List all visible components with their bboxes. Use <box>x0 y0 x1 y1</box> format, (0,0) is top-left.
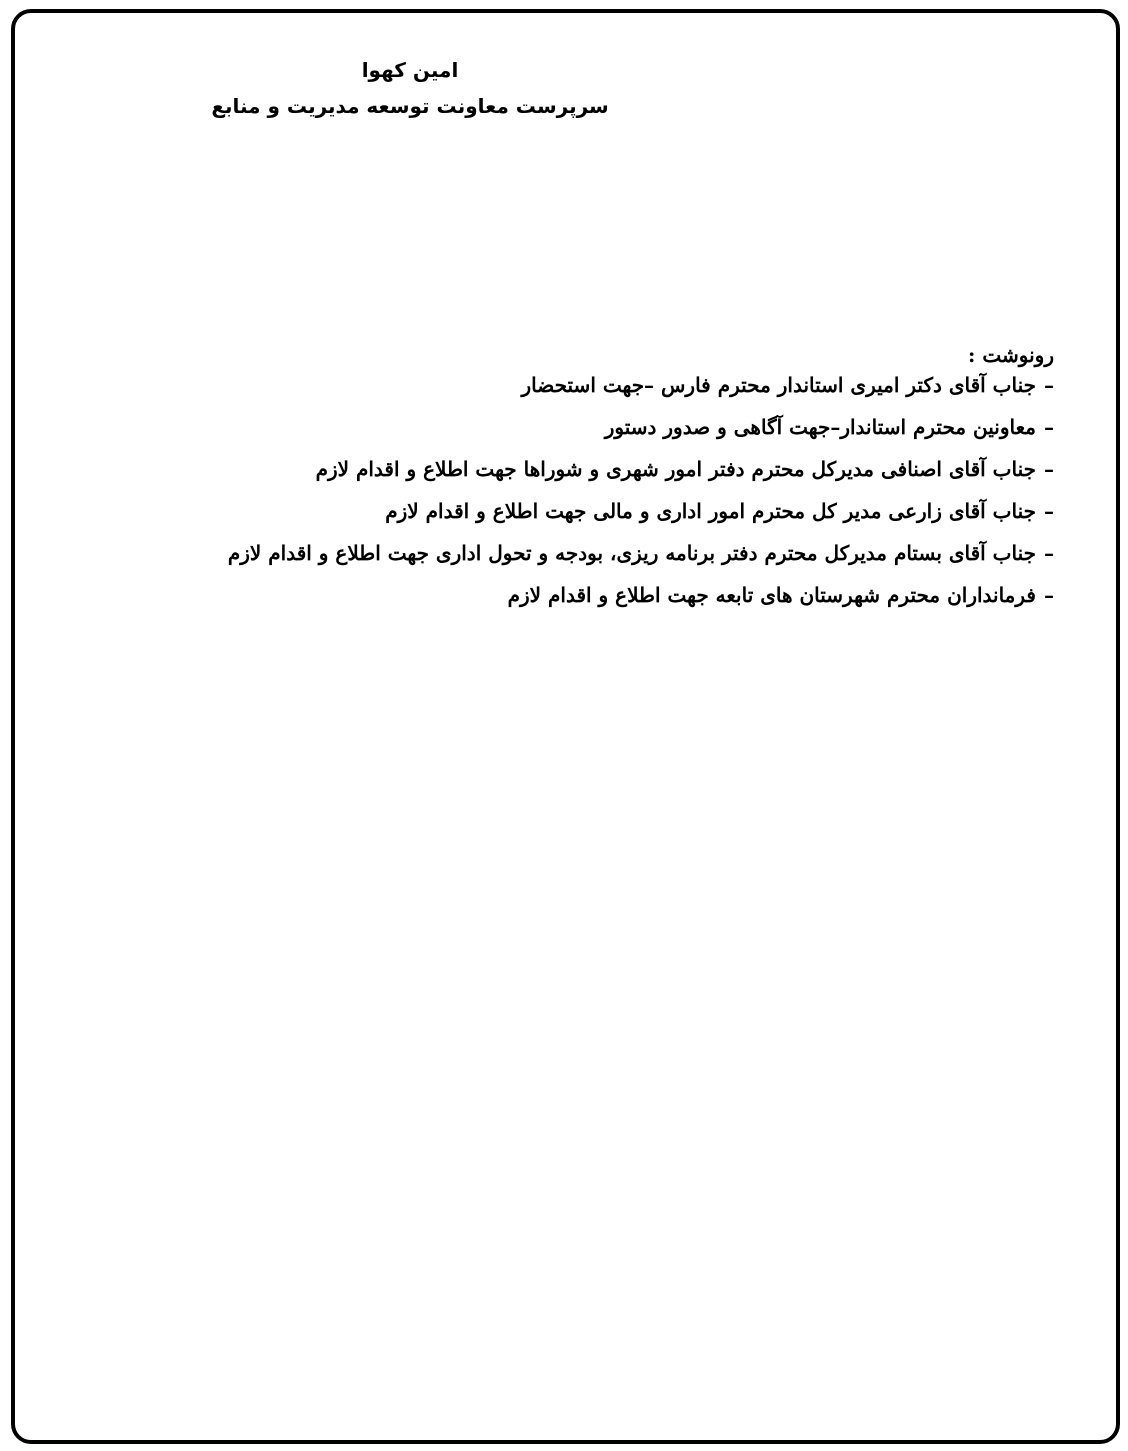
cc-item-dash: – <box>1044 583 1054 607</box>
cc-item-text: جناب آقای اصنافی مدیرکل محترم دفتر امور شهری و شوراها جهت اطلاع و اقدام لازم <box>315 457 1036 481</box>
signer-name: امین کهوا <box>361 58 459 82</box>
cc-item-planning-budget <box>94 540 1054 566</box>
cc-item-text: فرمانداران محترم شهرستان های تابعه جهت اطلاع و اقدام لازم <box>507 583 1036 607</box>
cc-item-urban-affairs <box>94 456 1054 482</box>
signature-block <box>200 52 620 124</box>
cc-item-text: جناب آقای زارعی مدیر کل محترم امور اداری و مالی جهت اطلاع و اقدام لازم <box>385 499 1036 523</box>
cc-block <box>94 338 1054 624</box>
cc-item-text: جناب آقای بستام مدیرکل محترم دفتر برنامه ریزی، بودجه و تحول اداری جهت اطلاع و اقدام لازم <box>227 541 1036 565</box>
cc-item-text: معاونین محترم استاندار–جهت آگاهی و صدور دستور <box>604 415 1036 439</box>
page-frame <box>11 9 1120 1444</box>
cc-heading: رونوشت : <box>968 343 1054 367</box>
cc-item-dash: – <box>1044 415 1054 439</box>
cc-item-admin-finance <box>94 498 1054 524</box>
cc-item-dash: – <box>1044 457 1054 481</box>
cc-item-dash: – <box>1044 373 1054 397</box>
cc-item-dash: – <box>1044 499 1054 523</box>
cc-item-deputies <box>94 414 1054 440</box>
cc-item-dash: – <box>1044 541 1054 565</box>
cc-list <box>94 372 1054 608</box>
signer-title: سرپرست معاونت توسعه مدیریت و منابع <box>211 94 609 118</box>
cc-item-governor <box>94 372 1054 398</box>
cc-item-county-governors <box>94 582 1054 608</box>
cc-item-text: جناب آقای دکتر امیری استاندار محترم فارس –جهت استحضار <box>521 373 1036 397</box>
